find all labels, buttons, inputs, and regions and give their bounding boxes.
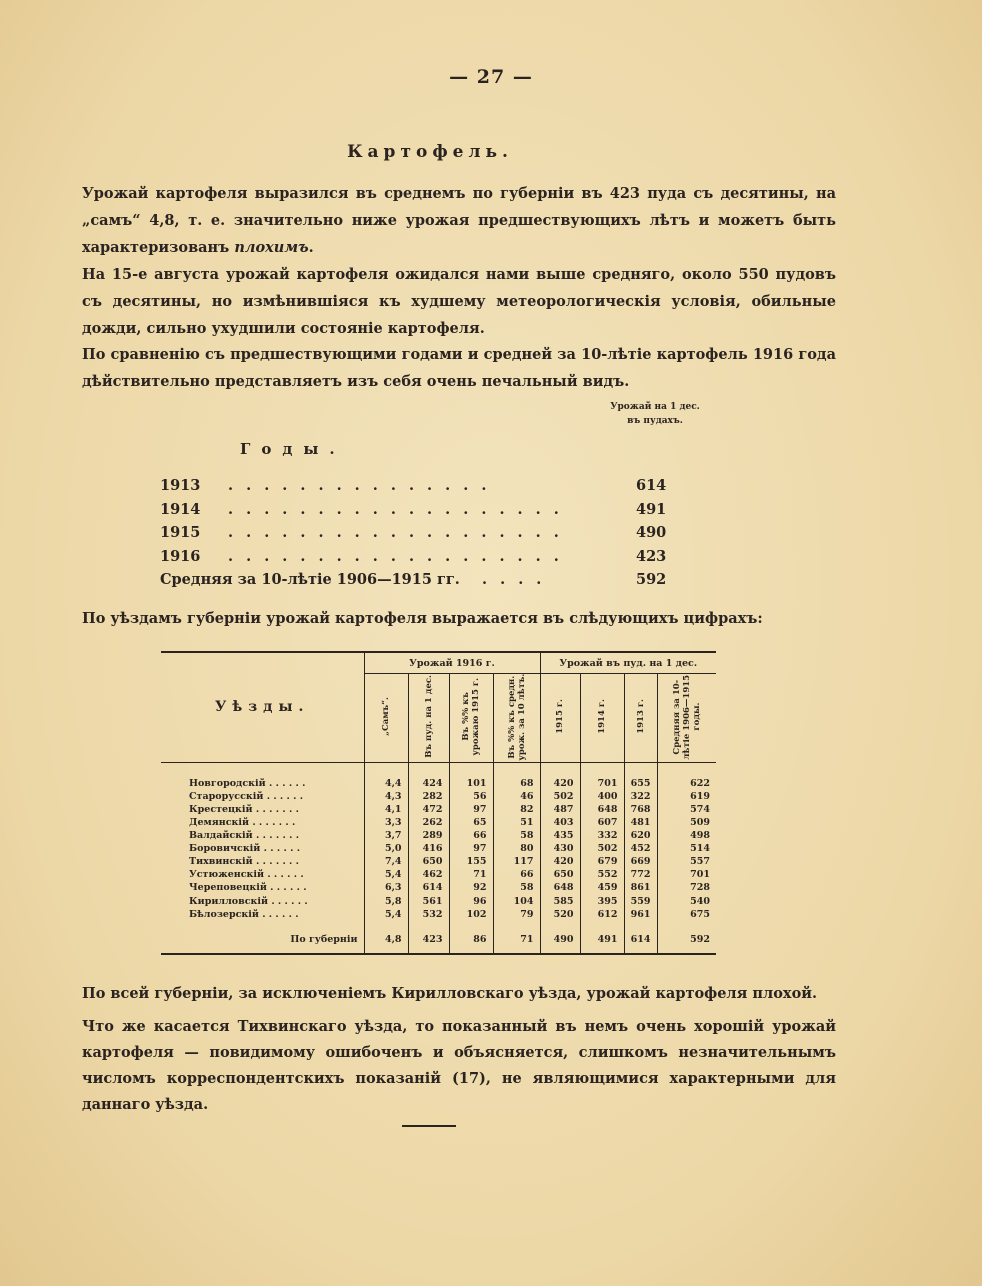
table-cell: 650 (540, 868, 580, 881)
table-cell: 679 (580, 855, 624, 868)
years-row (160, 548, 680, 572)
col-head: 1914 г. (580, 674, 624, 763)
table-cell: 79 (493, 908, 540, 921)
table-cell: 961 (624, 908, 657, 921)
table-row (161, 855, 716, 868)
table-cell: 65 (449, 816, 493, 829)
page-number: — 27 — (449, 66, 533, 88)
paragraph-6: Что же касается Тихвинскаго уѣзда, то показанный въ немъ очень хорошій урожай картофеля — повидимому ошибоченъ и объясняется, слишкомъ незначительнымъ числомъ корреспондентскихъ показаній (17), не являющимися характерными для даннаго уѣзда. (82, 1018, 836, 1113)
uezd-name: Кирилловскій . . . . . . (189, 895, 308, 907)
paragraph-1-text: Урожай картофеля выразился въ среднемъ по губерніи въ 423 пуда съ десятины, на „самъ“ 4,8, т. е. значительно ниже урожая предшествующихъ лѣтъ и можетъ быть характеризованъ (82, 185, 836, 256)
total-label: По губерніи (161, 927, 364, 954)
table-cell: 540 (657, 895, 716, 908)
paragraph-5: По всей губерніи, за исключеніемъ Кирилловскаго уѣзда, урожай картофеля плохой. (82, 985, 818, 1002)
table-row (161, 777, 716, 790)
table-cell: 4,1 (364, 803, 408, 816)
table-cell: 262 (408, 816, 449, 829)
table-cell: 648 (580, 803, 624, 816)
years-row (160, 501, 680, 525)
paragraph-1-emphasis: плохимъ (234, 239, 309, 256)
table-cell: 51 (493, 816, 540, 829)
paragraph-1-end: . (308, 239, 314, 256)
years-table (160, 477, 680, 595)
table-cell: 462 (408, 868, 449, 881)
total-cell: 614 (624, 927, 657, 954)
col-head: Средняя за 10-лѣтіе 1906—1915 годы. (657, 674, 716, 763)
total-cell: 490 (540, 927, 580, 954)
table-row (161, 908, 716, 921)
table-cell: 66 (449, 829, 493, 842)
table-total-row (161, 927, 716, 954)
table-cell: 97 (449, 803, 493, 816)
col-head: 1915 г. (540, 674, 580, 763)
table-cell: 97 (449, 842, 493, 855)
table-cell: 585 (540, 895, 580, 908)
table-cell: 487 (540, 803, 580, 816)
table-cell: 552 (580, 868, 624, 881)
table-cell: 561 (408, 895, 449, 908)
leader-dots: . . . . (482, 571, 546, 588)
table-cell: 4,3 (364, 790, 408, 803)
uezd-name: Боровичскій . . . . . . (189, 843, 301, 855)
year-value: 491 (636, 500, 667, 518)
table-cell: 619 (657, 790, 716, 803)
year-label: Средняя за 10-лѣтіе 1906—1915 гг. (160, 571, 460, 588)
table-cell: 80 (493, 842, 540, 855)
table-cell: 559 (624, 895, 657, 908)
table-cell: 620 (624, 829, 657, 842)
table-cell: 772 (624, 868, 657, 881)
yield-column-head-line1: Урожай на 1 дес. (610, 402, 700, 412)
table-cell: 424 (408, 777, 449, 790)
table-cell: 472 (408, 803, 449, 816)
table-cell: 861 (624, 881, 657, 894)
table-cell: 420 (540, 855, 580, 868)
table-row (161, 868, 716, 881)
table-cell: 768 (624, 803, 657, 816)
years-row (160, 477, 680, 501)
table-cell: 289 (408, 829, 449, 842)
table-cell: 498 (657, 829, 716, 842)
table-cell: 82 (493, 803, 540, 816)
leader-dots: . . . . . . . . . . . . . . . (228, 477, 491, 494)
paragraph-2: На 15-е августа урожай картофеля ожидался нами выше средняго, около 550 пудовъ съ десятины, но измѣнившіяся къ худшему метеорологическія условія, обильные дожди, сильно ухудшили состояніе картофеля. (82, 266, 836, 337)
table-cell: 648 (540, 881, 580, 894)
table-header-row (161, 652, 716, 674)
table-row (161, 842, 716, 855)
table-cell: 574 (657, 803, 716, 816)
table-cell: 6,3 (364, 881, 408, 894)
uezd-name: Тихвинскій . . . . . . . (189, 856, 299, 868)
paragraph-1 (82, 180, 836, 261)
table-row (161, 829, 716, 842)
total-cell: 491 (580, 927, 624, 954)
col-head: „Самъ“. (364, 674, 408, 763)
table-row (161, 790, 716, 803)
year-label: 1916 (160, 547, 201, 565)
table-cell: 650 (408, 855, 449, 868)
table-cell: 5,0 (364, 842, 408, 855)
table-cell: 481 (624, 816, 657, 829)
table-row (161, 816, 716, 829)
table-body (161, 777, 716, 921)
leader-dots: . . . . . . . . . . . . . . . . . . . (228, 524, 563, 541)
table-cell: 728 (657, 881, 716, 894)
years-row (160, 524, 680, 548)
year-value: 490 (636, 524, 667, 541)
table-cell: 4,4 (364, 777, 408, 790)
year-value: 592 (636, 571, 667, 588)
uezd-name: Череповецкій . . . . . . (189, 882, 307, 894)
table-cell: 622 (657, 777, 716, 790)
separator-line (402, 1125, 456, 1127)
group-head-yield: Урожай въ пуд. на 1 дес. (540, 652, 716, 674)
total-cell: 4,8 (364, 927, 408, 954)
table-cell: 3,7 (364, 829, 408, 842)
year-label: 1915 (160, 524, 201, 541)
uezd-name: Новгородскій . . . . . . (189, 777, 306, 789)
year-label: 1913 (160, 477, 201, 494)
uezd-table (161, 651, 716, 955)
table-cell: 3,3 (364, 816, 408, 829)
table-cell: 58 (493, 881, 540, 894)
table-cell: 117 (493, 855, 540, 868)
table-cell: 101 (449, 777, 493, 790)
paragraph-3: По сравненію съ предшествующими годами и средней за 10-лѣтіе картофель 1916 года дѣйствительно представляетъ изъ себя очень печальный видъ. (82, 346, 836, 390)
table-cell: 607 (580, 816, 624, 829)
section-title: Картофель. (347, 142, 513, 162)
table-cell: 502 (580, 842, 624, 855)
total-cell: 592 (657, 927, 716, 954)
total-cell: 86 (449, 927, 493, 954)
table-cell: 58 (493, 829, 540, 842)
leader-dots: . . . . . . . . . . . . . . . . . . . (228, 500, 563, 518)
table-cell: 614 (408, 881, 449, 894)
table-cell: 675 (657, 908, 716, 921)
table-cell: 520 (540, 908, 580, 921)
table-cell: 400 (580, 790, 624, 803)
table-cell: 322 (624, 790, 657, 803)
uezd-name: Устюженскій . . . . . . (189, 869, 304, 881)
table-cell: 68 (493, 777, 540, 790)
year-value: 423 (636, 547, 667, 565)
table-cell: 452 (624, 842, 657, 855)
col-head: Въ %% къ урожаю 1915 г. (449, 674, 493, 763)
table-cell: 509 (657, 816, 716, 829)
col-head: 1913 г. (624, 674, 657, 763)
table-cell: 5,4 (364, 868, 408, 881)
table-row (161, 881, 716, 894)
table-cell: 282 (408, 790, 449, 803)
table-cell: 155 (449, 855, 493, 868)
table-cell: 102 (449, 908, 493, 921)
yield-column-head-line2: въ пудахъ. (627, 416, 683, 426)
uezd-name: Валдайскій . . . . . . . (189, 830, 300, 842)
table-cell: 46 (493, 790, 540, 803)
group-head-1916: Урожай 1916 г. (364, 652, 540, 674)
table-cell: 655 (624, 777, 657, 790)
table-cell: 557 (657, 855, 716, 868)
table-cell: 92 (449, 881, 493, 894)
year-label: 1914 (160, 500, 201, 518)
table-cell: 532 (408, 908, 449, 921)
table-cell: 66 (493, 868, 540, 881)
leader-dots: . . . . . . . . . . . . . . . . . . . (228, 547, 563, 565)
total-cell: 423 (408, 927, 449, 954)
table-cell: 7,4 (364, 855, 408, 868)
table-cell: 332 (580, 829, 624, 842)
table-cell: 502 (540, 790, 580, 803)
table-cell: 96 (449, 895, 493, 908)
table-cell: 71 (449, 868, 493, 881)
table-cell: 701 (657, 868, 716, 881)
table-cell: 5,8 (364, 895, 408, 908)
table-row (161, 895, 716, 908)
col-head: Въ %% къ средн. урож. за 10 лѣтъ. (493, 674, 540, 763)
uezd-name: Бѣлозерскій . . . . . . (189, 908, 299, 920)
table-cell: 416 (408, 842, 449, 855)
table-cell: 403 (540, 816, 580, 829)
table-cell: 701 (580, 777, 624, 790)
uezd-name: Старорусскій . . . . . . (189, 790, 304, 802)
years-row (160, 571, 680, 595)
table-cell: 514 (657, 842, 716, 855)
table-row (161, 803, 716, 816)
paragraph-4: По уѣздамъ губерніи урожай картофеля выражается въ слѣдующихъ цифрахъ: (82, 610, 763, 627)
table-cell: 459 (580, 881, 624, 894)
uezd-name: Крестецкій . . . . . . . (189, 804, 299, 815)
uezd-name: Демянскій . . . . . . . (189, 817, 296, 829)
table-cell: 56 (449, 790, 493, 803)
table-cell: 5,4 (364, 908, 408, 921)
table-cell: 669 (624, 855, 657, 868)
yield-column-head (570, 400, 740, 428)
table-cell: 435 (540, 829, 580, 842)
table-cell: 104 (493, 895, 540, 908)
col-head: Въ пуд. на 1 дес. (408, 674, 449, 763)
table-cell: 420 (540, 777, 580, 790)
table-cell: 395 (580, 895, 624, 908)
uezd-column-head: Уѣзды. (161, 652, 364, 762)
year-value: 614 (636, 477, 667, 494)
years-heading: Годы. (240, 440, 346, 458)
table-cell: 612 (580, 908, 624, 921)
total-cell: 71 (493, 927, 540, 954)
table-cell: 430 (540, 842, 580, 855)
